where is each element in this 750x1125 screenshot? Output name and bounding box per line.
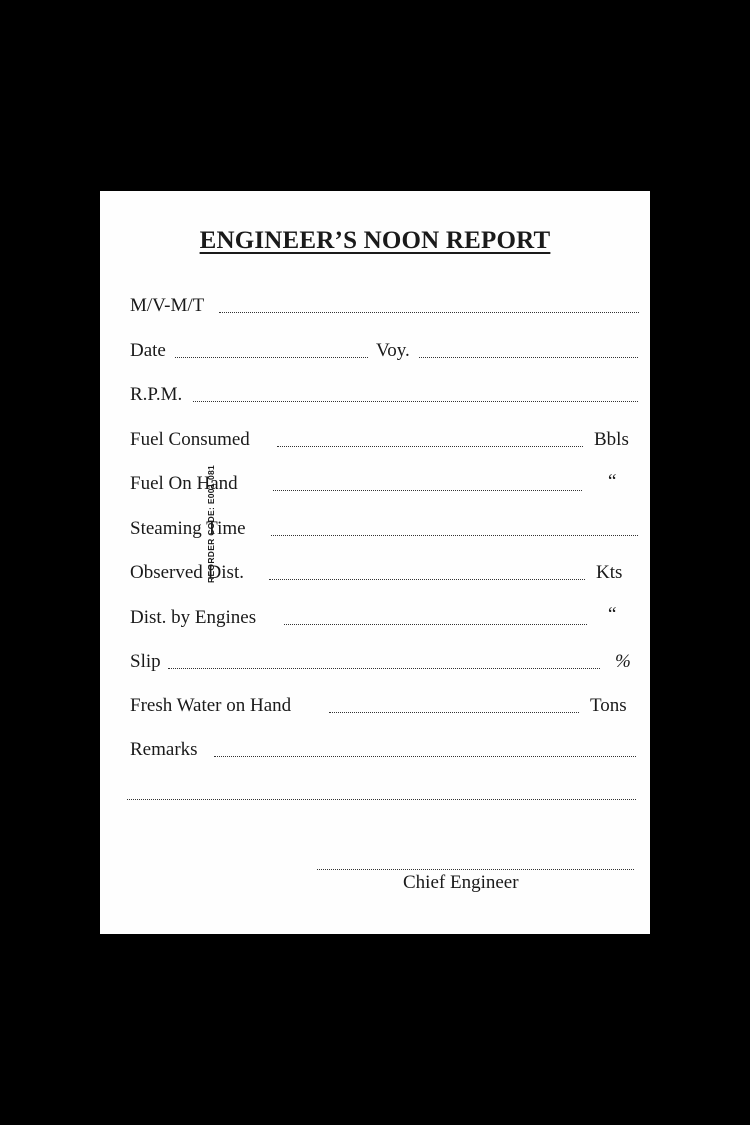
noon-report-form [100,191,650,934]
observed-dist-label: Observed Dist. [130,562,244,583]
fuel-consumed-field[interactable] [277,446,583,447]
signature-line[interactable] [317,869,634,870]
dist-by-engines-label: Dist. by Engines [130,607,257,628]
steaming-time-field[interactable] [271,535,638,536]
reorder-code: REORDER CODE: E001-081 [206,464,216,583]
fuel-consumed-unit: Bbls [594,429,629,450]
vessel-label: M/V-M/T [130,295,205,316]
voyage-label: Voy. [376,340,410,361]
slip-field[interactable] [168,668,600,669]
dist-by-engines-unit: “ [608,604,617,625]
dist-by-engines-field[interactable] [284,624,587,625]
fuel-on-hand-unit: “ [608,471,617,492]
fresh-water-field[interactable] [329,712,579,713]
slip-label: Slip [130,651,161,672]
observed-dist-field[interactable] [269,579,585,580]
remarks-field[interactable] [214,756,636,757]
fuel-on-hand-label: Fuel On Hand [130,473,238,494]
rpm-field[interactable] [193,401,638,402]
fuel-on-hand-field[interactable] [273,490,582,491]
fresh-water-unit: Tons [590,695,627,716]
vessel-field[interactable] [219,312,639,313]
voyage-field[interactable] [419,357,638,358]
steaming-time-label: Steaming Time [130,518,246,539]
observed-dist-unit: Kts [596,562,623,583]
signature-label: Chief Engineer [403,872,519,893]
fuel-consumed-label: Fuel Consumed [130,429,250,450]
slip-unit: % [615,651,631,672]
rpm-label: R.P.M. [130,384,183,405]
date-field[interactable] [175,357,368,358]
remarks-field-line-2[interactable] [127,799,636,800]
date-label: Date [130,340,166,361]
fresh-water-label: Fresh Water on Hand [130,695,292,716]
form-title: ENGINEER’S NOON REPORT [199,227,551,254]
remarks-label: Remarks [130,739,198,760]
